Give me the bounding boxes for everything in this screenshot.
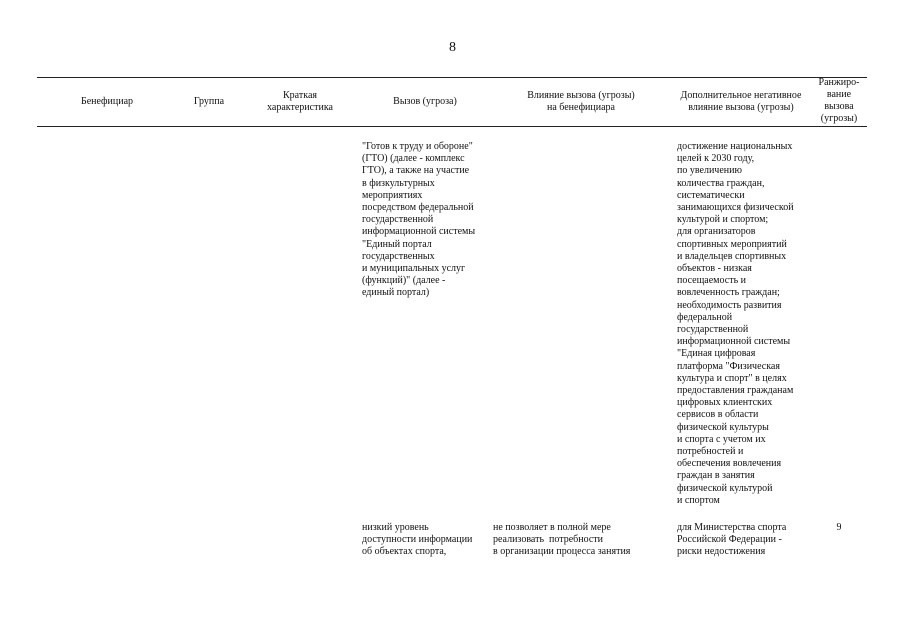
table-top-rule (37, 77, 867, 78)
row2-impact-cell: не позволяет в полной мере реализовать потребности в организации процесса занятия (493, 522, 631, 558)
header-beneficiary: Бенефициар (80, 96, 134, 107)
row1-additional-impact-cell: достижение национальных целей к 2030 году, по увеличению количества граждан, систематически занимающихся физической культурой и спортом; для организаторов спортивных мероприятий и владельцев спортивных объектов - низкая посещаемость и вовлеченность граждан; необходимость развития федеральной государственной информационной системы "Единая цифровая платформа "Физическая культура и спорт" в целях предоставления гражданам цифровых клиентских сервисов в области физической культуры и спорта с учетом их потребностей и обеспечения вовлечения граждан в занятия физической культурой и спортом (677, 141, 794, 506)
header-challenge: Вызов (угроза) (393, 96, 457, 107)
row2-ranking-cell: 9 (836, 522, 842, 533)
header-impact-on-beneficiary: Влияние вызова (угрозы) на бенефициара (527, 90, 635, 113)
header-short-description: Краткая характеристика (267, 90, 333, 113)
row2-additional-impact-cell: для Министерства спорта Российской Федерации - риски недостижения (677, 522, 787, 558)
header-group: Группа (193, 96, 225, 107)
row1-challenge-cell: "Готов к труду и обороне" (ГТО) (далее - комплекс ГТО), а также на участие в физкультурных мероприятиях посредством федеральной государственной информационной системы "Единый портал государственных и муниципальных услуг (функций)" (далее - единый портал) (362, 141, 476, 299)
table-header-bottom-rule (37, 126, 867, 127)
header-ranking: Ранжиро- вание вызова (угрозы) (818, 77, 860, 124)
page-number: 8 (449, 40, 456, 55)
header-additional-negative-impact: Дополнительное негативное влияние вызова (угрозы) (680, 90, 802, 113)
row2-challenge-cell: низкий уровень доступности информации об объектах спорта, (362, 522, 473, 558)
